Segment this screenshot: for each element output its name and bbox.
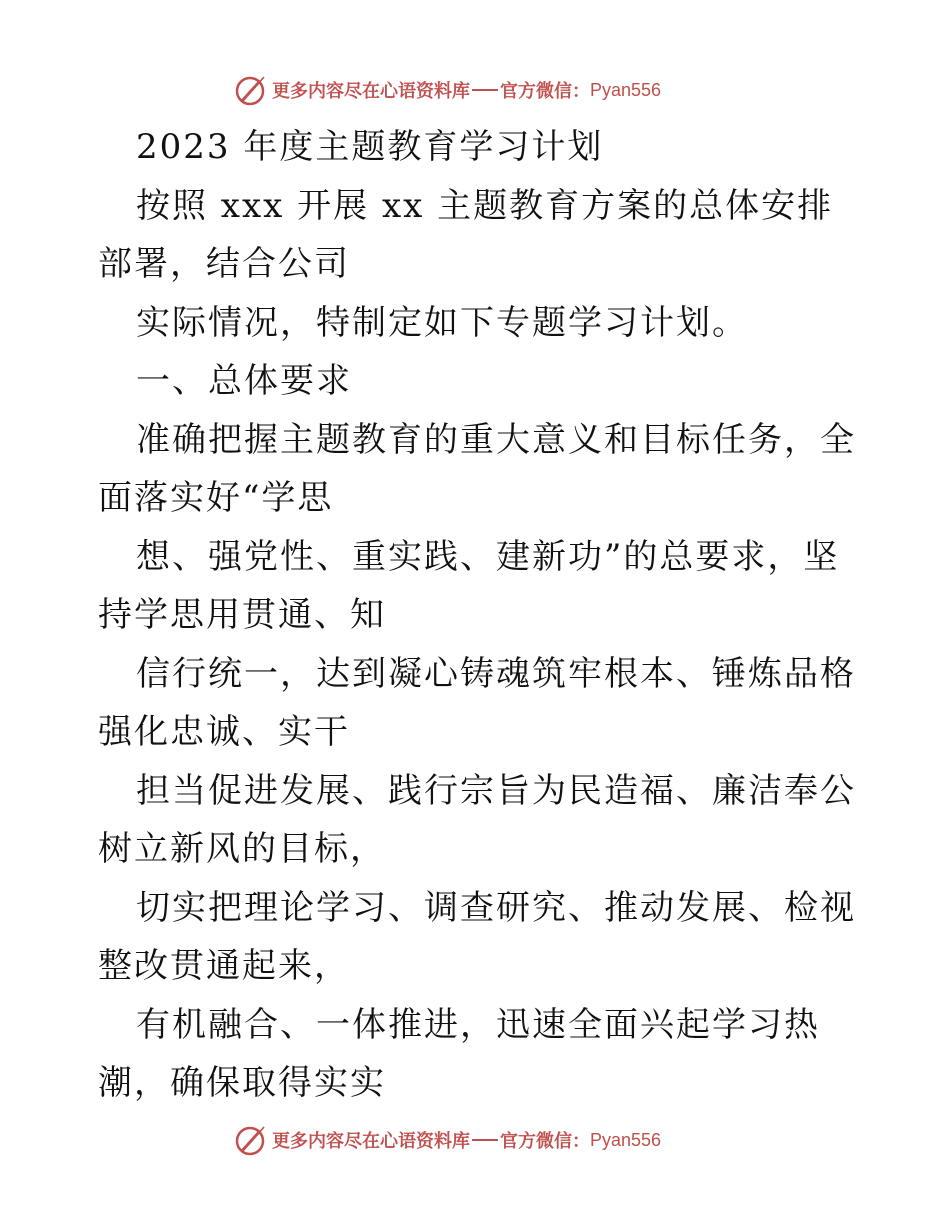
watermark-header (234, 72, 661, 108)
watermark-wechat-id: Pyan556 (590, 1129, 662, 1150)
section-heading: 一、总体要求 (136, 361, 352, 401)
paragraph: 担当促进发展、践行宗旨为民造福、廉洁奉公树立新风的目标， (98, 770, 856, 869)
document-body (98, 118, 858, 1113)
watermark-main-text: 更多内容尽在心语资料库 (272, 1131, 470, 1152)
watermark-wechat-label: 官方微信： (500, 81, 590, 102)
paragraph: 想、强党性、重实践、建新功”的总要求，坚持学思用贯通、知 (98, 536, 840, 635)
paragraph: 信行统一，达到凝心铸魂筑牢根本、锤炼品格强化忠诚、实干 (98, 653, 856, 752)
watermark-wechat-id: Pyan556 (590, 79, 662, 100)
paragraph: 准确把握主题教育的重大意义和目标任务，全面落实好“学思 (98, 419, 856, 518)
watermark-footer (234, 1122, 661, 1158)
watermark-separator (472, 89, 498, 91)
watermark-separator (472, 1139, 498, 1141)
document-title: 2023 年度主题教育学习计划 (136, 127, 604, 167)
paragraph: 实际情况，特制定如下专题学习计划。 (136, 302, 748, 343)
quill-logo-icon (234, 1123, 268, 1157)
watermark-wechat-label: 官方微信： (500, 1131, 590, 1152)
paragraph: 有机融合、一体推进，迅速全面兴起学习热潮，确保取得实实 (98, 1004, 820, 1103)
paragraph: 切实把理论学习、调查研究、推动发展、检视整改贯通起来， (98, 887, 856, 986)
quill-logo-icon (234, 73, 268, 107)
paragraph: 按照 xxx 开展 xx 主题教育方案的总体安排部署，结合公司 (98, 185, 834, 284)
watermark-main-text: 更多内容尽在心语资料库 (272, 81, 470, 102)
